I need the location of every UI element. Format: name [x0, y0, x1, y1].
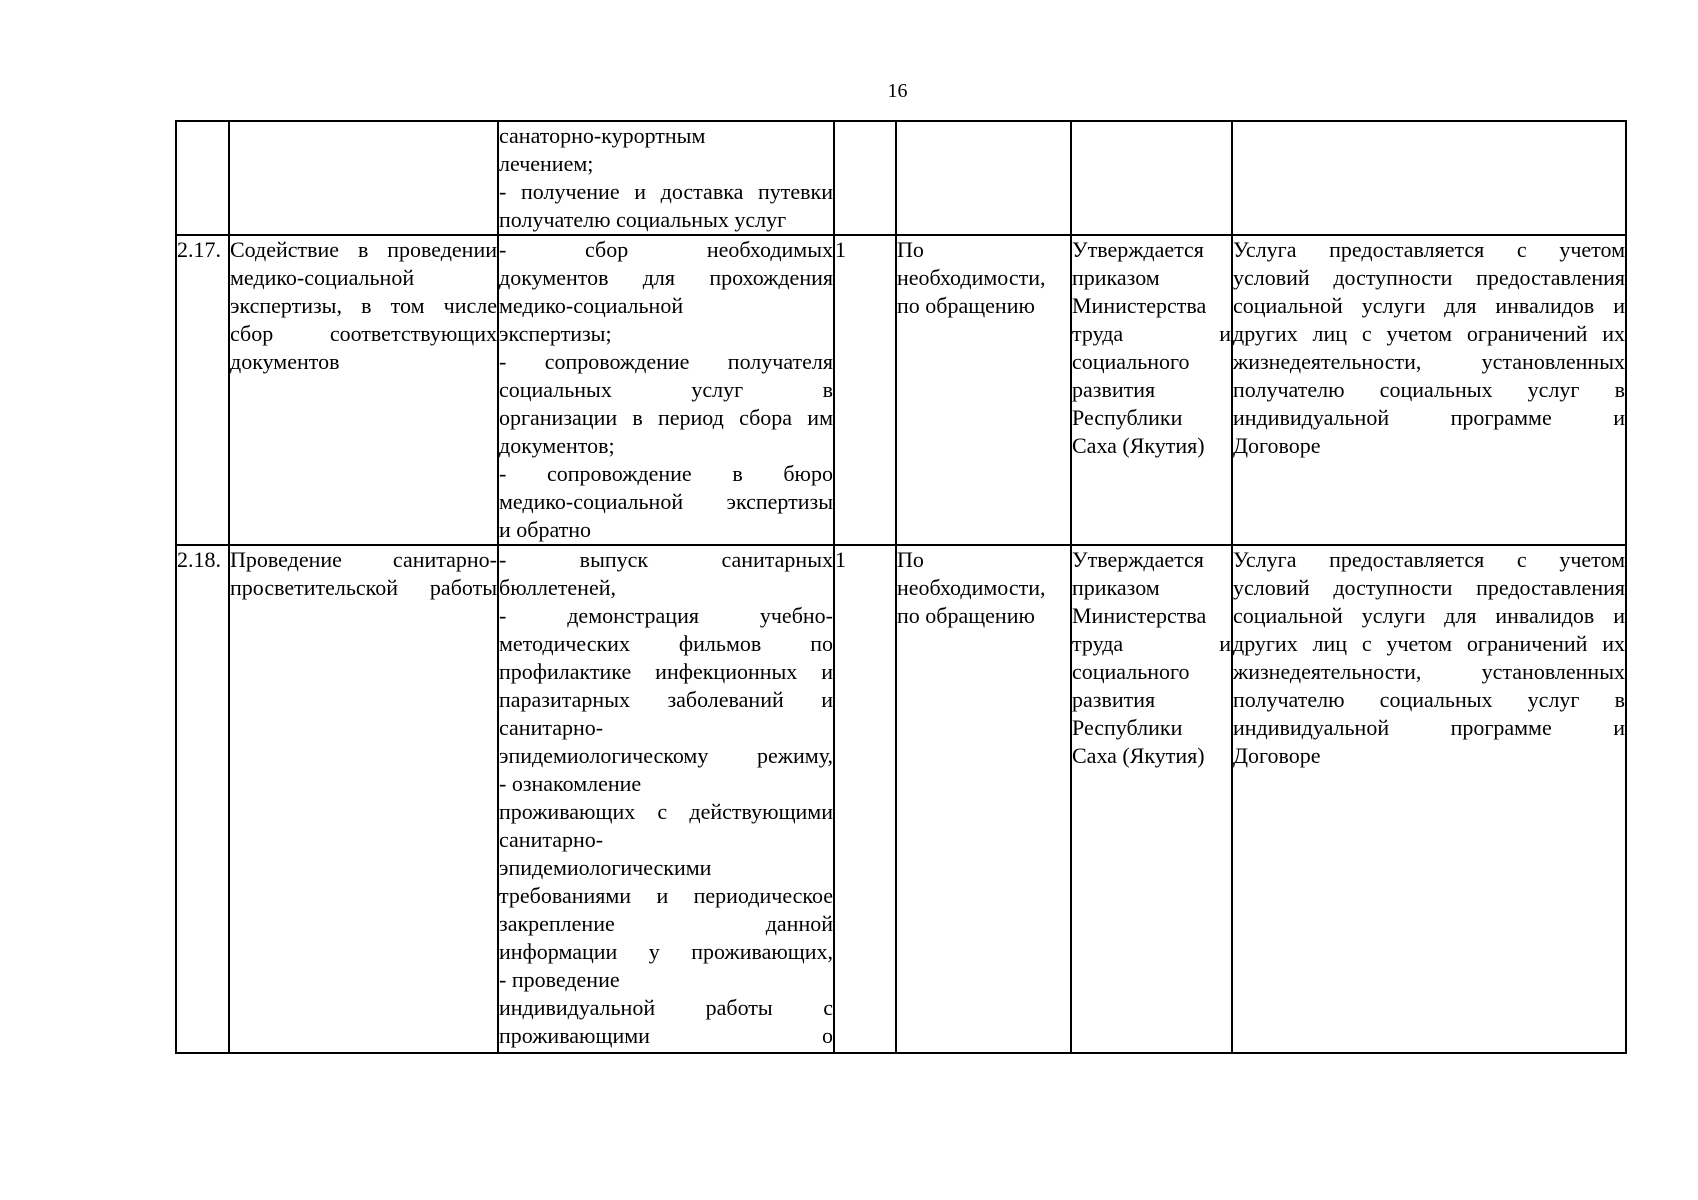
cell-text-line: Услуга предоставляется с учетом — [1233, 237, 1625, 262]
cell-text-line: развития — [1072, 377, 1156, 402]
cell-number: 2.17. — [176, 235, 229, 545]
cell-text-line: социальной услуги для инвалидов и — [1233, 293, 1625, 318]
cell-frequency — [896, 235, 1071, 545]
cell-number — [176, 121, 229, 235]
services-table — [175, 120, 1627, 1054]
cell-text-line: по обращению — [897, 603, 1035, 628]
cell-text-line: необходимости, — [897, 265, 1046, 290]
cell-text-line: социального — [1072, 659, 1190, 684]
cell-text-line: бюллетеней, — [499, 575, 616, 600]
cell-text-line: получателю социальных услуг в — [1233, 687, 1625, 712]
cell-frequency — [896, 121, 1071, 235]
cell-text-line: условий доступности предоставления — [1233, 265, 1625, 290]
cell-text-line: медико-социальной экспертизы — [499, 489, 833, 514]
cell-text-line: санитарно- — [499, 715, 604, 740]
table-row — [176, 545, 1626, 1053]
cell-text-line: эпидемиологическому режиму, — [499, 743, 833, 768]
cell-text-line: необходимости, — [897, 575, 1046, 600]
cell-text-line: - сопровождение получателя — [499, 349, 833, 374]
cell-text-line: социальной услуги для инвалидов и — [1233, 603, 1625, 628]
cell-description — [498, 121, 834, 235]
cell-description — [498, 545, 834, 1053]
cell-text-line: санитарно- — [499, 827, 604, 852]
cell-text-line: Утверждается — [1072, 547, 1204, 572]
cell-text-line: труда и — [1072, 631, 1231, 656]
cell-text-line: и обратно — [499, 517, 592, 542]
cell-text-line: жизнедеятельности, установленных — [1233, 349, 1625, 374]
cell-text-line: приказом — [1072, 265, 1160, 290]
cell-text-line: социального — [1072, 349, 1190, 374]
cell-text-line: требованиями и периодическое — [499, 883, 833, 908]
cell-text-line: методических фильмов по — [499, 631, 833, 656]
cell-text-line: получателю социальных услуг в — [1233, 377, 1625, 402]
cell-text-line: - проведение — [499, 967, 620, 992]
cell-text-line: других лиц с учетом ограничений их — [1233, 631, 1625, 656]
cell-text-line: закрепление данной — [499, 911, 833, 936]
cell-text-line: экспертизы, в том числе — [230, 293, 497, 318]
cell-text-line: сбор соответствующих — [230, 321, 497, 346]
cell-volume: 1 — [834, 545, 896, 1053]
cell-text-line: условий доступности предоставления — [1233, 575, 1625, 600]
cell-text-line: информации у проживающих, — [499, 939, 833, 964]
cell-volume: 1 — [834, 235, 896, 545]
cell-text-line: медико-социальной — [230, 265, 415, 290]
cell-text-line: документов — [230, 349, 340, 374]
cell-service-name — [229, 545, 498, 1053]
cell-tariff — [1071, 545, 1232, 1053]
cell-text-line: По — [897, 237, 924, 262]
cell-text-line: развития — [1072, 687, 1156, 712]
cell-text-line: Утверждается — [1072, 237, 1204, 262]
cell-volume — [834, 121, 896, 235]
cell-text-line: Услуга предоставляется с учетом — [1233, 547, 1625, 572]
cell-text-line: Проведение санитарно- — [230, 547, 497, 572]
cell-text-line: медико-социальной — [499, 293, 684, 318]
cell-conditions — [1232, 121, 1626, 235]
cell-frequency — [896, 545, 1071, 1053]
cell-text-line: Саха (Якутия) — [1072, 743, 1205, 768]
cell-text-line: Договоре — [1233, 433, 1321, 458]
cell-text-line: жизнедеятельности, установленных — [1233, 659, 1625, 684]
cell-service-name — [229, 235, 498, 545]
cell-text-line: индивидуальной работы с — [499, 995, 833, 1020]
cell-text-line: лечением; — [499, 151, 594, 176]
cell-text-line: эпидемиологическими — [499, 855, 712, 880]
cell-text-line: - демонстрация учебно- — [499, 603, 833, 628]
cell-text-line: документов; — [499, 433, 615, 458]
cell-text-line: социальных услуг в — [499, 377, 833, 402]
cell-tariff — [1071, 121, 1232, 235]
cell-text-line: труда и — [1072, 321, 1231, 346]
cell-text-line: - сопровождение в бюро — [499, 461, 833, 486]
table-row — [176, 235, 1626, 545]
cell-text-line: Республики — [1072, 715, 1183, 740]
cell-text-line: профилактике инфекционных и — [499, 659, 833, 684]
cell-text-line: Содействие в проведении — [230, 237, 497, 262]
cell-text-line: Саха (Якутия) — [1072, 433, 1205, 458]
cell-text-line: - получение и доставка путевки — [499, 179, 833, 204]
cell-service-name — [229, 121, 498, 235]
cell-text-line: санаторно-курортным — [499, 123, 706, 148]
cell-text-line: Министерства — [1072, 603, 1207, 628]
cell-text-line: документов для прохождения — [499, 265, 833, 290]
cell-text-line: Министерства — [1072, 293, 1207, 318]
cell-text-line: экспертизы; — [499, 321, 612, 346]
cell-tariff — [1071, 235, 1232, 545]
cell-text-line: индивидуальной программе и — [1233, 715, 1625, 740]
cell-text-line: просветительской работы — [230, 575, 497, 600]
cell-text-line: По — [897, 547, 924, 572]
table-body — [176, 121, 1626, 1053]
table-row — [176, 121, 1626, 235]
cell-text-line: приказом — [1072, 575, 1160, 600]
cell-conditions — [1232, 545, 1626, 1053]
cell-text-line: - сбор необходимых — [499, 237, 833, 262]
cell-conditions — [1232, 235, 1626, 545]
cell-number: 2.18. — [176, 545, 229, 1053]
cell-text-line: по обращению — [897, 293, 1035, 318]
cell-description — [498, 235, 834, 545]
cell-text-line: других лиц с учетом ограничений их — [1233, 321, 1625, 346]
cell-text-line: паразитарных заболеваний и — [499, 687, 833, 712]
cell-text-line: проживающими о — [499, 1023, 833, 1048]
cell-text-line: индивидуальной программе и — [1233, 405, 1625, 430]
cell-text-line: получателю социальных услуг — [499, 207, 787, 232]
cell-text-line: - ознакомление — [499, 771, 642, 796]
cell-text-line: Договоре — [1233, 743, 1321, 768]
cell-text-line: организации в период сбора им — [499, 405, 833, 430]
cell-text-line: - выпуск санитарных — [499, 547, 833, 572]
cell-text-line: проживающих с действующими — [499, 799, 833, 824]
page-number: 16 — [887, 80, 908, 102]
cell-text-line: Республики — [1072, 405, 1183, 430]
